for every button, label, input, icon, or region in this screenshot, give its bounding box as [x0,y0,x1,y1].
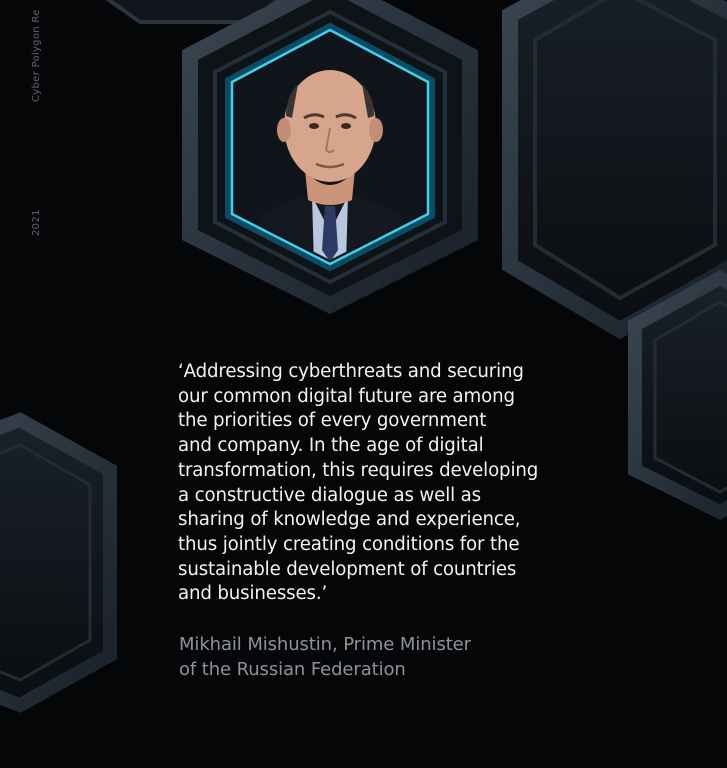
report-year-vertical: 2021 [31,209,42,236]
hex-right-mid [635,278,727,512]
hex-left-bottom [0,420,110,705]
quote-text: ‘Addressing cyberthreats and securing our common digital future are among the priorities of every government and company. In the age of digital transformation, this requires developing a constructive dialogue as well as sharing of knowledge and experience, thus jointly creating conditions for the sustainable development of countries and businesses.’ [178,361,539,605]
sidebar-label [31,0,49,260]
hex-right-large [510,0,727,330]
quote-attribution: Mikhail Mishustin, Prime Minister of the Russian Federation [179,634,471,680]
report-title-vertical: Cyber Polygon Re [31,9,42,102]
